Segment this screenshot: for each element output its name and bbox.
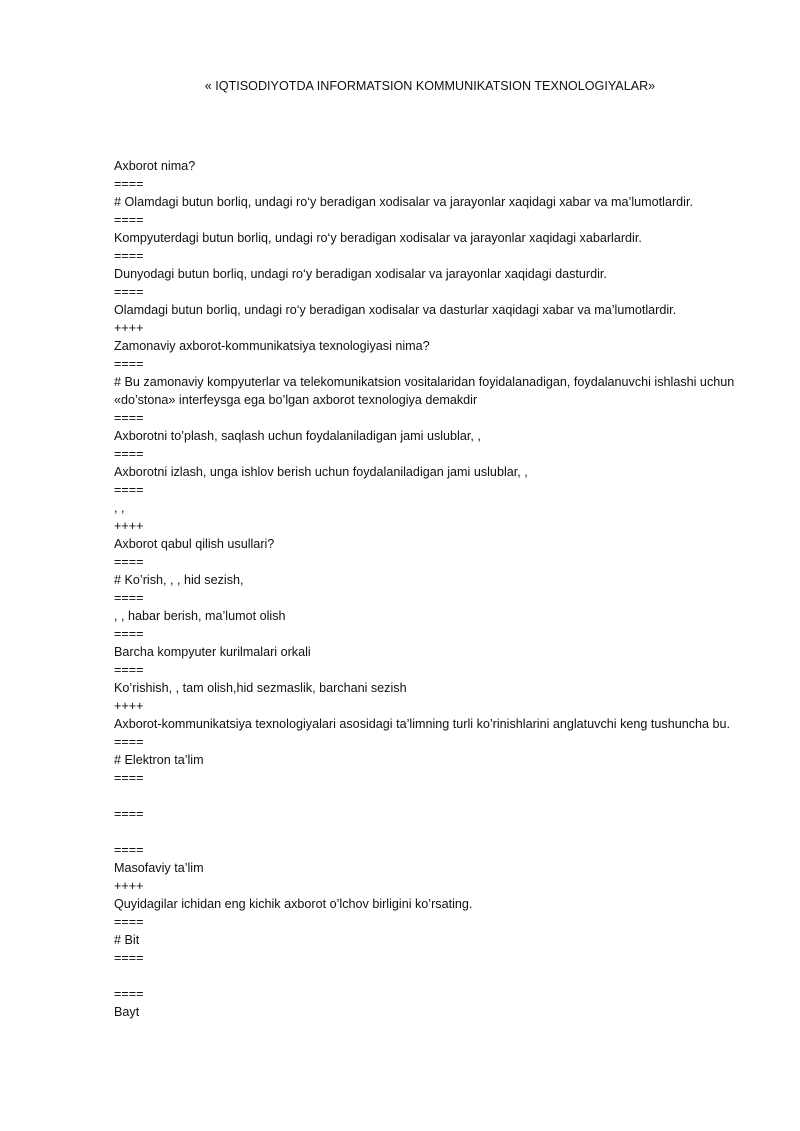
answer-separator: ==== — [114, 987, 144, 1001]
text-line: Axborotni izlash, unga ishlov berish uchun foydalaniladigan jami uslublar, , — [114, 465, 528, 479]
text-line: , , — [114, 501, 125, 515]
document-title: « IQTISODIYOTDA INFORMATSION KOMMUNIKATSION TEXNOLOGIYALAR» — [204, 79, 656, 93]
text-line: Dunyodagi butun borliq, undagi ro‘y beradigan xodisalar va jarayonlar xaqidagi dasturdir. — [114, 267, 607, 281]
answer-separator: ==== — [114, 951, 144, 965]
question-separator: ++++ — [114, 321, 144, 335]
answer-separator: ==== — [114, 843, 144, 857]
answer-separator: ==== — [114, 735, 144, 749]
text-line: Axborot nima? — [114, 159, 196, 173]
text-line: Axborot-kommunikatsiya texnologiyalari asosidagi ta’limning turli ko’rinishlarini anglatuvchi keng tushuncha bu. — [114, 717, 731, 731]
text-line: Barcha kompyuter kurilmalari orkali — [114, 645, 311, 659]
text-line: Ko’rishish, , tam olish,hid sezmaslik, barchani sezish — [114, 681, 407, 695]
text-line: Axborot qabul qilish usullari? — [114, 537, 275, 551]
answer-separator: ==== — [114, 285, 144, 299]
empty-line — [114, 823, 754, 841]
answer-separator: ==== — [114, 591, 144, 605]
correct-answer-line: # Elektron ta’lim — [114, 753, 204, 767]
answer-separator: ==== — [114, 357, 144, 371]
correct-answer-line: # Bu zamonaviy kompyuterlar va telekomunikatsion vositalaridan foyidalanadigan, foydalanuvchi ishlashi uchun «do’stona» interfeysga ega bo’lgan axborot texnologiya demakdir — [114, 375, 738, 407]
answer-separator: ==== — [114, 213, 144, 227]
answer-separator: ==== — [114, 177, 144, 191]
document-body — [114, 157, 754, 1021]
correct-answer-line: # Ko’rish, , , hid sezish, — [114, 573, 244, 587]
answer-separator: ==== — [114, 771, 144, 785]
text-line: Kompyuterdagi butun borliq, undagi ro‘y beradigan xodisalar va jarayonlar xaqidagi xabarlardir. — [114, 231, 642, 245]
text-line: Axborotni to’plash, saqlash uchun foydalaniladigan jami uslublar, , — [114, 429, 481, 443]
answer-separator: ==== — [114, 555, 144, 569]
empty-line — [114, 787, 754, 805]
question-separator: ++++ — [114, 519, 144, 533]
answer-separator: ==== — [114, 483, 144, 497]
answer-separator: ==== — [114, 447, 144, 461]
text-line: Bayt — [114, 1005, 140, 1019]
text-line: Olamdagi butun borliq, undagi ro‘y beradigan xodisalar va dasturlar xaqidagi xabar va ma’lumotlardir. — [114, 303, 677, 317]
text-line: Masofaviy ta’lim — [114, 861, 204, 875]
text-line: Quyidagilar ichidan eng kichik axborot o’lchov birligini ko’rsating. — [114, 897, 473, 911]
empty-line — [114, 967, 754, 985]
correct-answer-line: # Olamdagi butun borliq, undagi ro‘y beradigan xodisalar va jarayonlar xaqidagi xabar va ma’lumotlardir. — [114, 195, 693, 209]
answer-separator: ==== — [114, 807, 144, 821]
answer-separator: ==== — [114, 411, 144, 425]
answer-separator: ==== — [114, 627, 144, 641]
question-separator: ++++ — [114, 699, 144, 713]
text-line: , , habar berish, ma’lumot olish — [114, 609, 286, 623]
answer-separator: ==== — [114, 663, 144, 677]
answer-separator: ==== — [114, 915, 144, 929]
text-line: Zamonaviy axborot-kommunikatsiya texnologiyasi nima? — [114, 339, 430, 353]
correct-answer-line: # Bit — [114, 933, 140, 947]
question-separator: ++++ — [114, 879, 144, 893]
answer-separator: ==== — [114, 249, 144, 263]
